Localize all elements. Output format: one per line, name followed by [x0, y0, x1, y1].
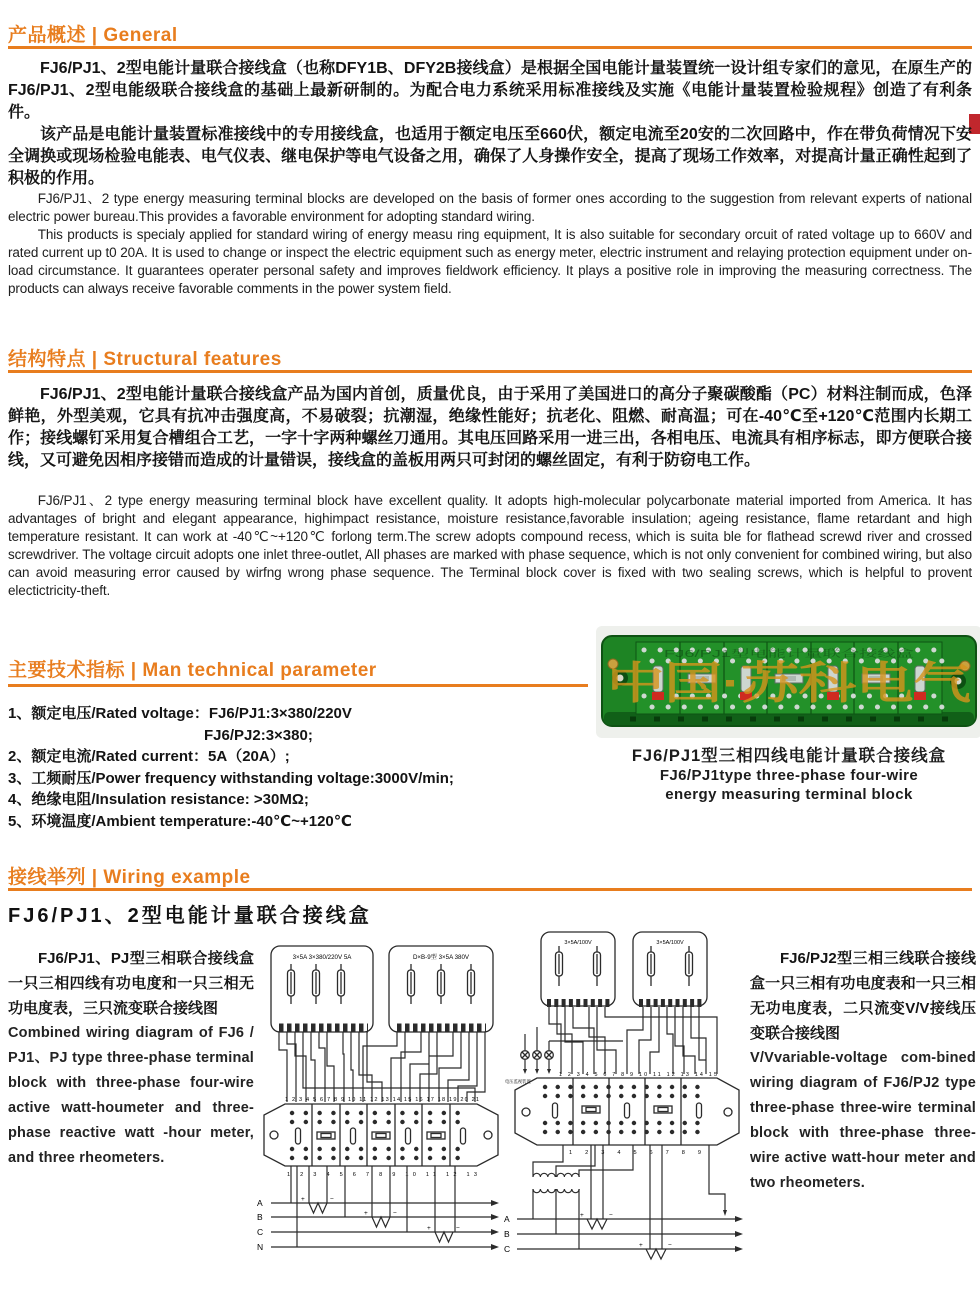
general-english-text: [8, 190, 972, 298]
section-heading-general: 产品概述 | General: [8, 25, 178, 46]
product-caption: [596, 747, 980, 804]
block-screws: [292, 1113, 470, 1158]
phase-label-c: C: [504, 1244, 511, 1254]
svg-text:−: −: [330, 1196, 334, 1203]
block-screws: [545, 1087, 709, 1132]
parameter-line: 1、额定电压/Rated voltage：FJ6/PJ1:3×380/220V: [8, 705, 352, 722]
svg-text:−: −: [393, 1210, 397, 1217]
section-rule-structural: [8, 370, 972, 373]
block-to-bus-wires: [291, 1166, 455, 1247]
section-rule-general: [8, 46, 972, 49]
general-en-paragraph-1: FJ6/PJ1、2 type energy measuring terminal blocks are developed on the basis of former ones according to the suggestion from relevant experts of national electric power bureau.This provides a favorable environment for adopting standard wiring.: [8, 191, 972, 224]
phase-label-n: N: [257, 1242, 264, 1252]
structural-zh-paragraph: FJ6/PJ1、2型电能计量联合接线盒产品为国内首创，质量优良，由于采用了美国进口的高分子聚碳酸酯（PC）材料注制而成，色泽鲜艳，外型美观，它具有抗冲击强度高，不易破裂；抗潮湿，绝缘性能好；抗老化、阻燃、耐高温；可在-40℃至+120℃范围内长期工作；接线螺钉采用复合槽组合工艺，一字十字两种螺丝刀通用。其电压回路采用一进三出，各相电压、电流具有相序标志，即方便联合接线，又可避免因相序接错而造成的计量错误，接线盒的盖板用两只可封闭的螺丝固定，有利于防窃电工作。: [8, 386, 972, 469]
svg-text:−: −: [668, 1242, 672, 1249]
block-links: [553, 1103, 702, 1118]
general-en-paragraph-2: This products is specialy applied for standard wiring of energy measu ring equipment, It is also suitable for secondary orcuit of rated voltage up to 660V and rated current up t0 20A. It is used to change or inspect the electric equipment such as energy meter, electric instrument and relaying protection equipment under on-load circumstance. It guarantees operater personal safety and improves fieldwork efficiency. It plays a positive role in improving the measuring correctness. The products can always receive favorable comments in the power system field.: [8, 227, 972, 296]
right-note-chinese: FJ6/PJ2型三相三线联合接线盒一只三相有功电度表和一只三相无功电度表，二只流变V/V接线压变联合接线图: [750, 950, 976, 1042]
terminal-block-symbol: [264, 1104, 498, 1166]
phase-label-b: B: [257, 1212, 263, 1222]
general-zh-paragraph-2: 该产品是电能计量装置标准接线中的专用接线盒，也适用于额定电压至660伏，额定电流至20安的二次回路中，作在带负荷情况下安全调换或现场检验电能表、电气仪表、继电保护等电气设备之用，确保了人身操作安全，提高了现场工作效率，对提高计量正确性起到了积极的作用。: [8, 126, 972, 187]
terminal-numbers-bottom: 1 2 3 4 5 6 7 8 9 10 11 12 13: [287, 1172, 478, 1178]
svg-text:+: +: [427, 1225, 431, 1232]
caption-chinese: FJ6/PJ1型三相四线电能计量联合接线盒: [631, 747, 947, 765]
meter2-rating-label: 3×5A/100V: [656, 940, 684, 946]
reactive-meter-symbol: [633, 932, 707, 1006]
phase-bus-lines: [504, 1214, 743, 1254]
section-heading-structural: 结构特点 | Structural features: [8, 349, 282, 370]
meter1-rating-label: 3×5A 3×380/220V 5A: [292, 954, 352, 961]
left-note-chinese: FJ6/PJ1、PJ型三相联合接线盒一只三相四线有功电度和一只三相无功电度表，三只流变联合接线图: [8, 950, 254, 1017]
active-meter-symbol: [271, 946, 373, 1032]
structural-chinese-text: [8, 384, 972, 472]
wiring-diagram-three-phase-three-wire: [503, 922, 749, 1272]
wiring-subtitle: FJ6/PJ1、2型电能计量联合接线盒: [8, 905, 372, 927]
phase-label-a: A: [504, 1214, 510, 1224]
svg-text:+: +: [580, 1212, 584, 1219]
svg-text:+: +: [301, 1196, 305, 1203]
svg-text:−: −: [456, 1225, 460, 1232]
parameter-line: FJ6/PJ2:3×380;: [204, 726, 313, 744]
phase-label-b: B: [504, 1229, 510, 1239]
wiring-diagram-three-phase-four-wire: [257, 926, 505, 1263]
product-photo: [596, 626, 980, 738]
terminal-numbers-bottom: 1 2 3 4 5 6 7 8 9: [569, 1150, 701, 1156]
voltage-monitor-lamps: [505, 1051, 553, 1085]
parameter-line: 4、绝缘电阻/Insulation resistance: >30MΩ;: [8, 791, 309, 808]
terminal-block-photo: [596, 626, 980, 738]
active-meter-symbol: [541, 932, 615, 1006]
parameter-list: [8, 703, 588, 832]
parameter-line: 2、额定电流/Rated current：5A（20A）;: [8, 748, 290, 765]
structural-english-text: [8, 492, 972, 600]
left-note-english: Combined wiring diagram of FJ6 / PJ1、PJ type three-phase terminal block with three-phase four-wire active watt-houmeter and three-phase reactive watt -hour meter, and three rheometers.: [8, 1025, 254, 1166]
section-heading-wiring: 接线举列 | Wiring example: [8, 867, 251, 888]
terminal-numbers-top: 1 2 3 4 5 6 7 8 9 10 11 12 13 14 15 16 17 18 19 20 21: [285, 1097, 479, 1103]
meter2-rating-label: D×B-9型 3×5A 380V: [412, 954, 470, 961]
meter-wiring-mesh: [279, 1032, 485, 1102]
parameter-line: 3、工频耐压/Power frequency withstanding voltage:3000V/min;: [8, 769, 454, 787]
brand-watermark: 中国·苏科电气: [607, 659, 971, 708]
terminal-numbers-top: 1 2 3 4 5 6 7 8 9 10 11 12 13 14 15: [559, 1072, 717, 1078]
meter1-rating-label: 3×5A/100V: [564, 940, 592, 946]
caption-english-line2: energy measuring terminal block: [665, 786, 913, 803]
svg-text:+: +: [364, 1210, 368, 1217]
section-heading-parameters: 主要技术指标 | Man technical parameter: [8, 660, 377, 681]
block-links: [296, 1128, 466, 1144]
cover-model-text: FJ6/PJ1型电能计量联合接线盒: [664, 649, 801, 660]
reactive-meter-symbol: [389, 946, 493, 1032]
parameter-line: 5、环境温度/Ambient temperature:-40℃~+120℃: [8, 812, 352, 830]
section-rule-parameters: [8, 684, 588, 687]
svg-text:+: +: [639, 1242, 643, 1249]
wiring-right-note: [750, 946, 976, 1196]
phase-label-a: A: [257, 1198, 263, 1208]
terminal-block-symbol: [515, 1078, 739, 1145]
svg-text:−: −: [609, 1212, 613, 1219]
phase-label-c: C: [257, 1227, 264, 1237]
right-note-english: V/Vvariable-voltage com-bined wiring diagram of FJ6/PJ2 type three-phase three-wire terminal block with three-phase three- wire active watt-hour meter and two rheometers.: [750, 1050, 976, 1191]
general-chinese-text: [8, 58, 972, 190]
general-zh-paragraph-1: FJ6/PJ1、2型电能计量联合接线盒（也称DFY1B、DFY2B接线盒）是根据全国电能计量装置统一设计组专家们的意见，在原生产的FJ6/PJ1、2型电能级联合接线盒的基础上最新研制的。为配合电力系统采用标准接线及实施《电能计量装置检验规程》创造了有利条件。: [8, 60, 972, 121]
wiring-left-note: [8, 946, 254, 1171]
structural-en-paragraph: FJ6/PJ1、2 type energy measuring terminal block have excellent quality. It adopts high-molecular polycarbonate material imported from America. It has advantages of bright and elegant appearance, highimpact resistance, moisture resistance,favorable insulation; ageing resistance, flame retardant and high temperature resistant. It can work at -40℃~+120℃ forlong term.The screw adopts compound recess, which is suita ble for flathead screwd river and crossed screwdriver. The voltage circuit adopts one inlet three-outlet, All phases are marked with phase sequence, which is not only convenient for combined wiring, but also can avoid measuring error caused by wirfng wrong phase sequence. The Terminal block cover is fixed with two sealing screws, which is helpful to provent electictricity-theft.: [8, 493, 972, 598]
section-rule-wiring: [8, 888, 972, 891]
tap-arrow-down: [723, 1210, 727, 1216]
caption-english-line1: FJ6/PJ1type three-phase four-wire: [659, 767, 919, 784]
meter-wiring-mesh: [525, 1007, 717, 1074]
voltage-monitor-label: 电压监视装置: [505, 1079, 531, 1084]
